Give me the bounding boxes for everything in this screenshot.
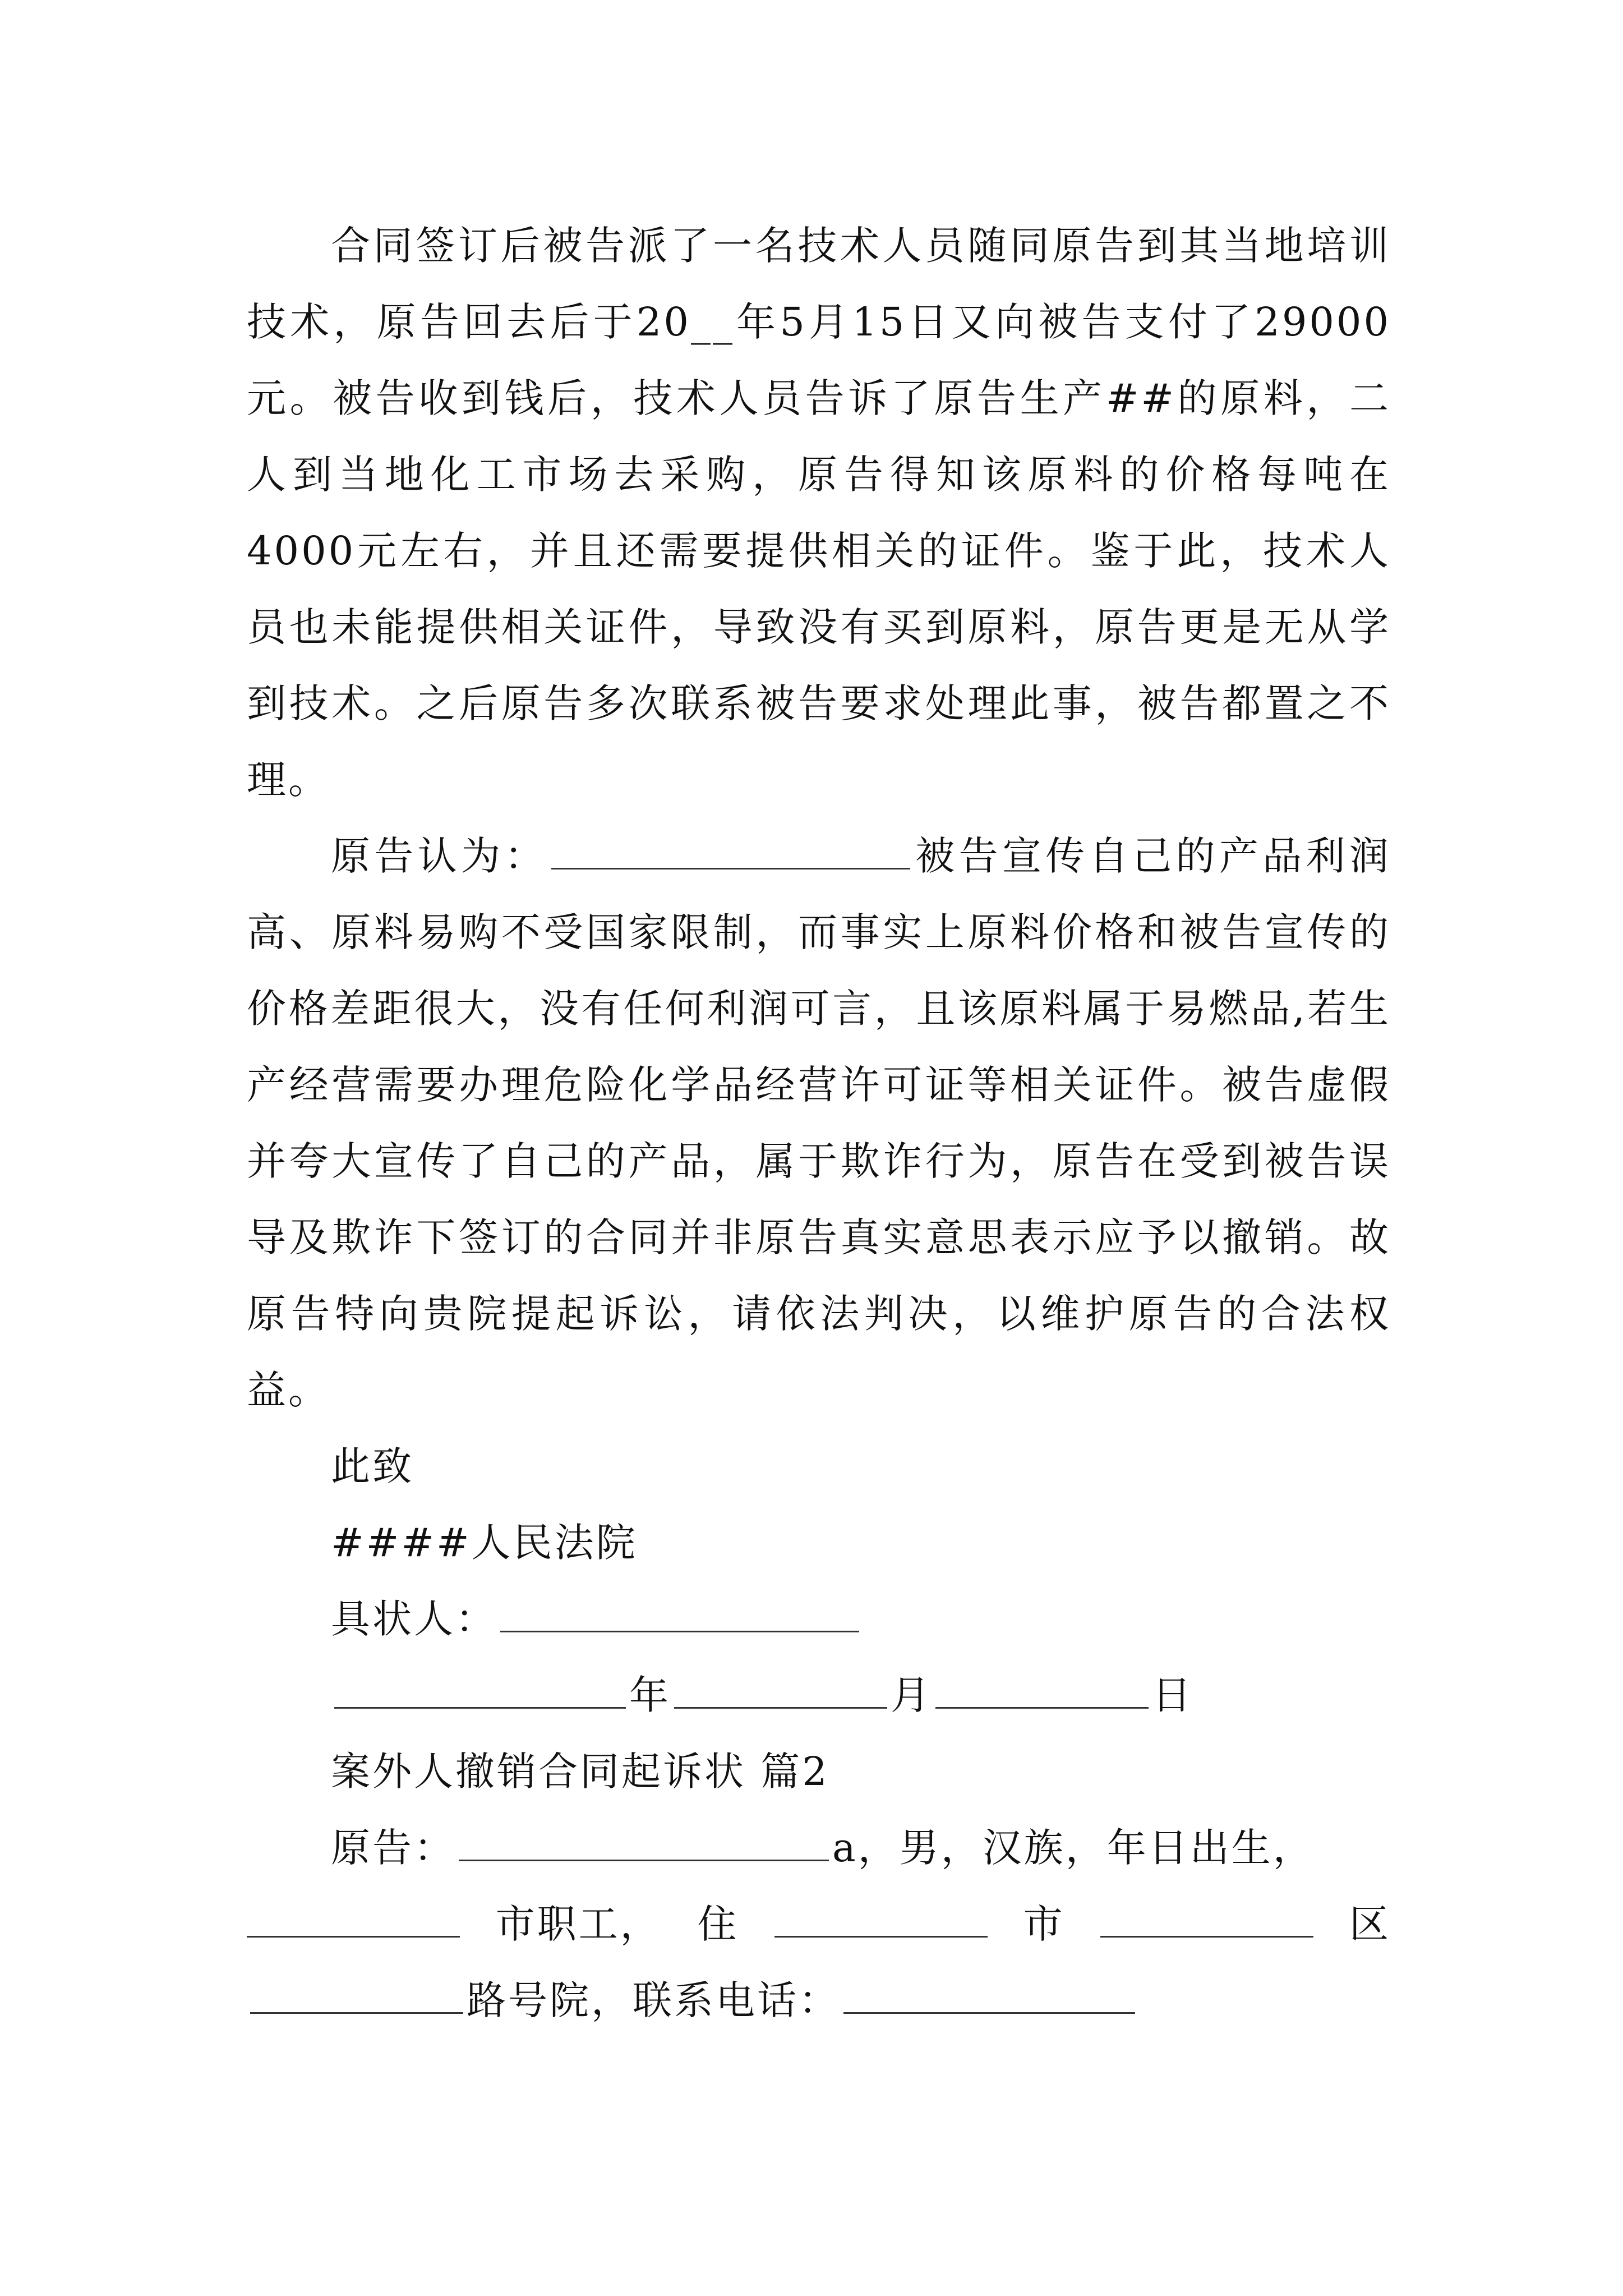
city-text: 市 [1023, 1901, 1065, 1947]
blank-line [674, 1673, 887, 1709]
plaintiff-claims-label: 原告认为： [331, 833, 548, 879]
blank-line [774, 1902, 988, 1938]
paragraph-plaintiff-claims [247, 818, 1391, 1428]
plaintiff-info: a，男，汉族，年日出生， [832, 1825, 1315, 1871]
salutation: 此致 [331, 1443, 414, 1489]
live-text: 住 [697, 1901, 739, 1947]
date-month-label: 月 [891, 1672, 932, 1718]
blank-line [551, 834, 910, 869]
blank-line [500, 1597, 859, 1632]
address-line [247, 1886, 1391, 1962]
filer-line [247, 1581, 1391, 1657]
date-year-label: 年 [629, 1672, 671, 1718]
plaintiff-claims-text: 被告宣传自己的产品利润高、原料易购不受国家限制，而事实上原料价格和被告宣传的价格差距很大，没有任何利润可言，且该原料属于易燃品,若生产经营需要办理危险化学品经营许可证等相关证件。被告虚假并夸大宣传了自己的产品，属于欺诈行为，原告在受到被告误导及欺诈下签订的合同并非原告真实意思表示应予以撤销。故原告特向贵院提起诉讼，请依法判决，以维护原告的合法权益。 [247, 833, 1391, 1413]
court-name: ####人民法院 [331, 1520, 638, 1566]
plaintiff-label: 原告： [331, 1825, 455, 1871]
plaintiff-line [247, 1810, 1391, 1886]
blank-line [247, 1902, 460, 1938]
paragraph-contract-details: 合同签订后被告派了一名技术人员随同原告到其当地培训技术，原告回去后于20__年5月15日又向被告支付了29000元。被告收到钱后，技术人员告诉了原告生产##的原料，二人到当地化工市场去采购，原告得知该原料的价格每吨在4000元左右，并且还需要提供相关的证件。鉴于此，技术人员也未能提供相关证件，导致没有买到原料，原告更是无从学到技术。之后原告多次联系被告要求处理此事，被告都置之不理。 [247, 223, 1391, 803]
document-body [247, 208, 1391, 2039]
road-line [247, 1962, 1391, 2039]
date-line [247, 1657, 1391, 1733]
blank-line [334, 1673, 626, 1709]
city-worker-text: 市职工， [495, 1901, 662, 1947]
district-text: 区 [1349, 1901, 1391, 1947]
filer-label: 具状人： [331, 1596, 497, 1642]
blank-line [935, 1673, 1149, 1709]
blank-line [843, 1978, 1135, 2014]
blank-line [1100, 1902, 1313, 1938]
road-phone-text: 路号院，联系电话： [467, 1977, 840, 2023]
blank-line [250, 1978, 463, 2014]
blank-line [459, 1826, 829, 1861]
section-title: 案外人撤销合同起诉状 篇2 [331, 1749, 829, 1795]
date-day-label: 日 [1152, 1672, 1193, 1718]
